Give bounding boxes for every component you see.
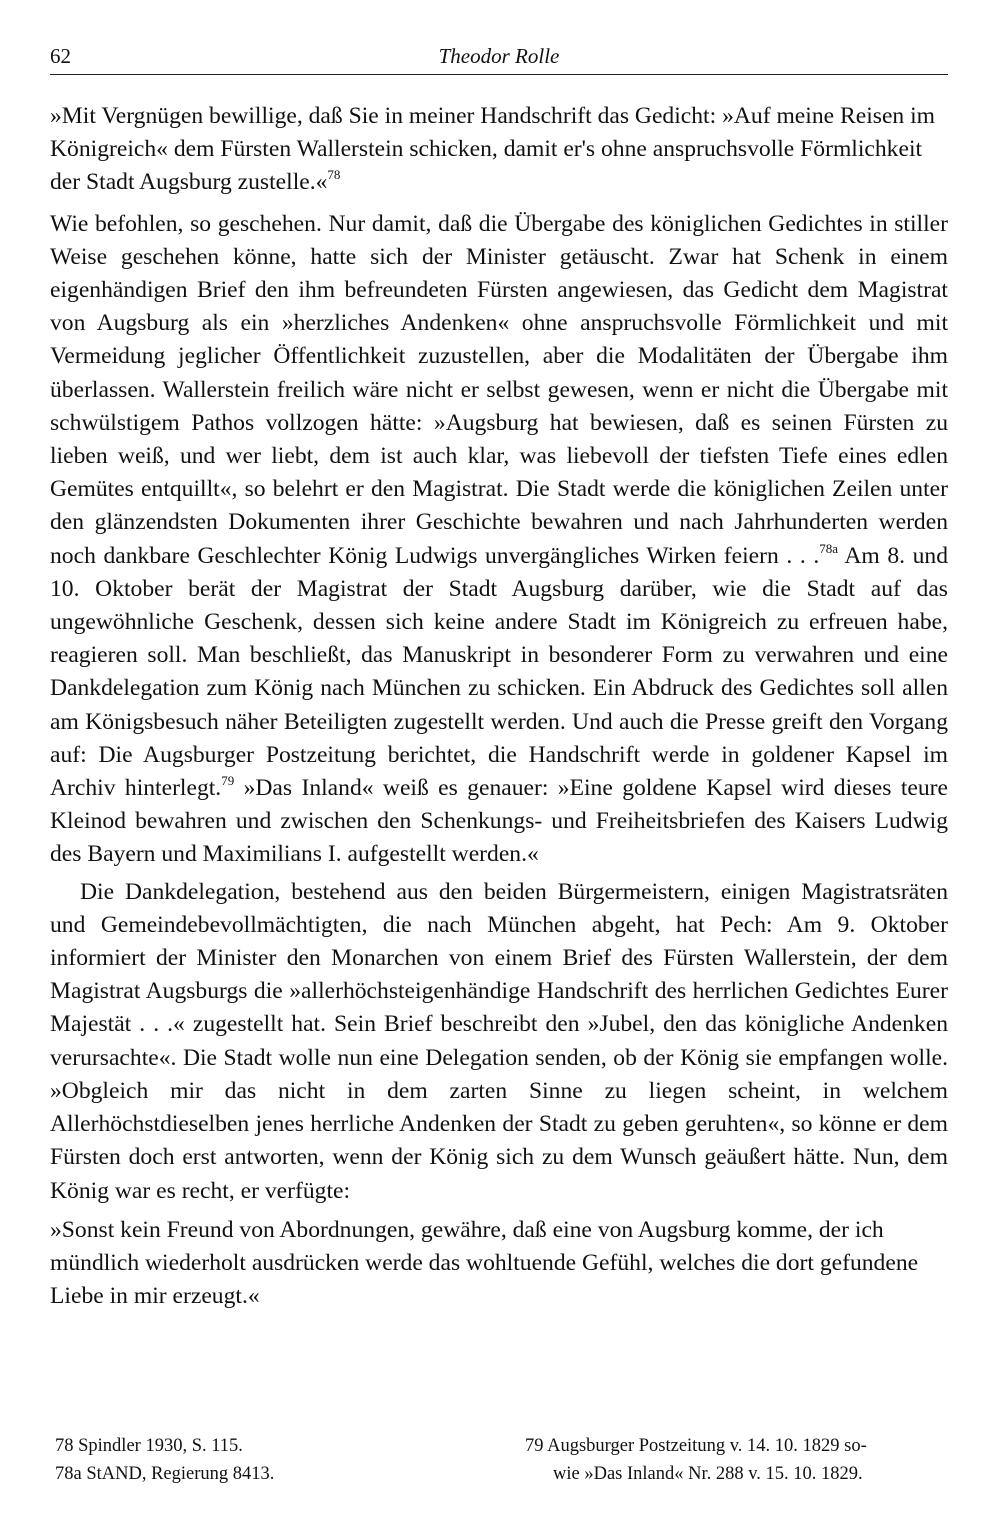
footnotes — [50, 1432, 948, 1502]
quote-king-decree: »Sonst kein Freund von Abordnungen, gewähre, daß eine von Augsburg komme, der ich mündlich wiederholt ausdrücken werde das wohltuende Gefühl, welches die dort gefundene Liebe in mir erzeugt.« — [50, 1216, 919, 1310]
footnote-79-line-1: 79 Augsburger Postzeitung v. 14. 10. 1829 so- — [525, 1436, 867, 1456]
paragraph-2: Die Dankdelegation, bestehend aus den beiden Bürgermeistern, einigen Magistratsräten und Gemeindebevollmächtigten, die nach München abgeht, hat Pech: Am 9. Oktober informiert der Minister den Monarchen von einem Brief des Fürsten Wallerstein, der dem Magistrat Augsburgs die »allerhöchsteigenhändige Handschrift des herrlichen Gedichtes Eurer Majestät . . .« zugestellt hat. Sein Brief beschreibt den »Jubel, den das königliche Andenken verursachte«. Die Stadt wolle nun eine Delegation senden, ob der König sie empfangen wolle. »Obgleich mir das nicht in dem zarten Sinne zu liegen scheint, in welchem Allerhöchstdieselben jenes herrliche Andenken der Stadt zu geben geruhten«, so könne er dem Fürsten doch erst antworten, wenn der König sich zu dem Wunsch geäußert hätte. Nun, dem König war es recht, er verfügte: — [50, 878, 948, 1204]
running-head: Theodor Rolle — [438, 44, 560, 68]
quote-1-text: »Mit Vergnügen bewillige, daß Sie in meiner Handschrift das Gedicht: »Auf meine Reisen im Königreich« dem Fürsten Wallerstein schicken, damit er's ohne anspruchsvolle Förmlichkeit der Stadt Augsburg zustelle.« — [50, 103, 936, 196]
paragraph-1 — [50, 208, 948, 872]
footnote-78: 78 Spindler 1930, S. 115. — [55, 1436, 243, 1456]
footnotes-left-column — [55, 1432, 485, 1488]
quote-king-letter — [50, 100, 948, 200]
paragraph-1-part-a: Wie befohlen, so geschehen. Nur damit, daß die Übergabe des königlichen Gedichtes in stiller Weise geschehen könne, hatte sich der Minister getäuscht. Zwar hat Schenk in einem eigenhändigen Brief den ihm befreundeten Fürsten angewiesen, das Gedicht dem Magistrat von Augsburg als ein »herzliches Andenken« ohne anspruchsvolle Förmlichkeit und mit Vermeidung jeglicher Öffentlichkeit zuzustellen, aber die Modalitäten der Übergabe ihm überlassen. Wallerstein freilich wäre nicht er selbst gewesen, wenn er nicht die Übergabe mit schwülstigem Pathos vollzogen hätte: »Augsburg hat bewiesen, daß es seinen Fürsten zu lieben weiß, und wer liebt, dem ist auch klar, was liebevoll der tiefsten Tiefe eines edlen Gemütes entquillt«, so belehrt er den Magistrat. Die Stadt werde die königlichen Zeilen unter den glänzendsten Dokumenten ihrer Geschichte bewahren und nach Jahrhunderten werden noch dankbare Geschlechter König Ludwigs unvergängliches Wirken feiern . . . — [50, 210, 948, 569]
page-number: 62 — [50, 44, 71, 68]
paragraph-1-part-b: Am 8. und 10. Oktober berät der Magistrat der Stadt Augsburg darüber, wie die Stadt auf das ungewöhnliche Geschenk, dessen sich keine andere Stadt im Königreich zu erfreuen habe, reagieren soll. Man beschließt, das Manuskript in besonderer Form zu verwahren und eine Dankdelegation zum König nach München zu schicken. Ein Abdruck des Gedichtes soll allen am Königsbesuch näher Beteiligten zugestellt werden. Und auch die Presse greift den Vorgang auf: Die Augsburger Postzeitung berichtet, die Handschrift werde in goldener Kapsel im Archiv hinterlegt. — [50, 542, 949, 802]
paragraph-1-part-c: »Das Inland« weiß es genauer: »Eine goldene Kapsel wird dieses teure Kleinod bewahren und zwischen den Schenkungs- und Freiheitsbriefen des Kaisers Ludwig des Bayern und Maximilians I. aufgestellt werden.« — [50, 775, 948, 868]
footnotes-right-column — [525, 1432, 950, 1488]
footnote-78a: 78a StAND, Regierung 8413. — [55, 1464, 275, 1484]
body-text — [50, 100, 948, 1313]
footnote-ref-79: 79 — [221, 773, 235, 789]
page-header — [50, 40, 948, 75]
footnote-79-line-2: wie »Das Inland« Nr. 288 v. 15. 10. 1829. — [553, 1464, 863, 1484]
footnote-ref-78a: 78a — [819, 540, 839, 556]
footnote-ref-78: 78 — [327, 167, 341, 183]
